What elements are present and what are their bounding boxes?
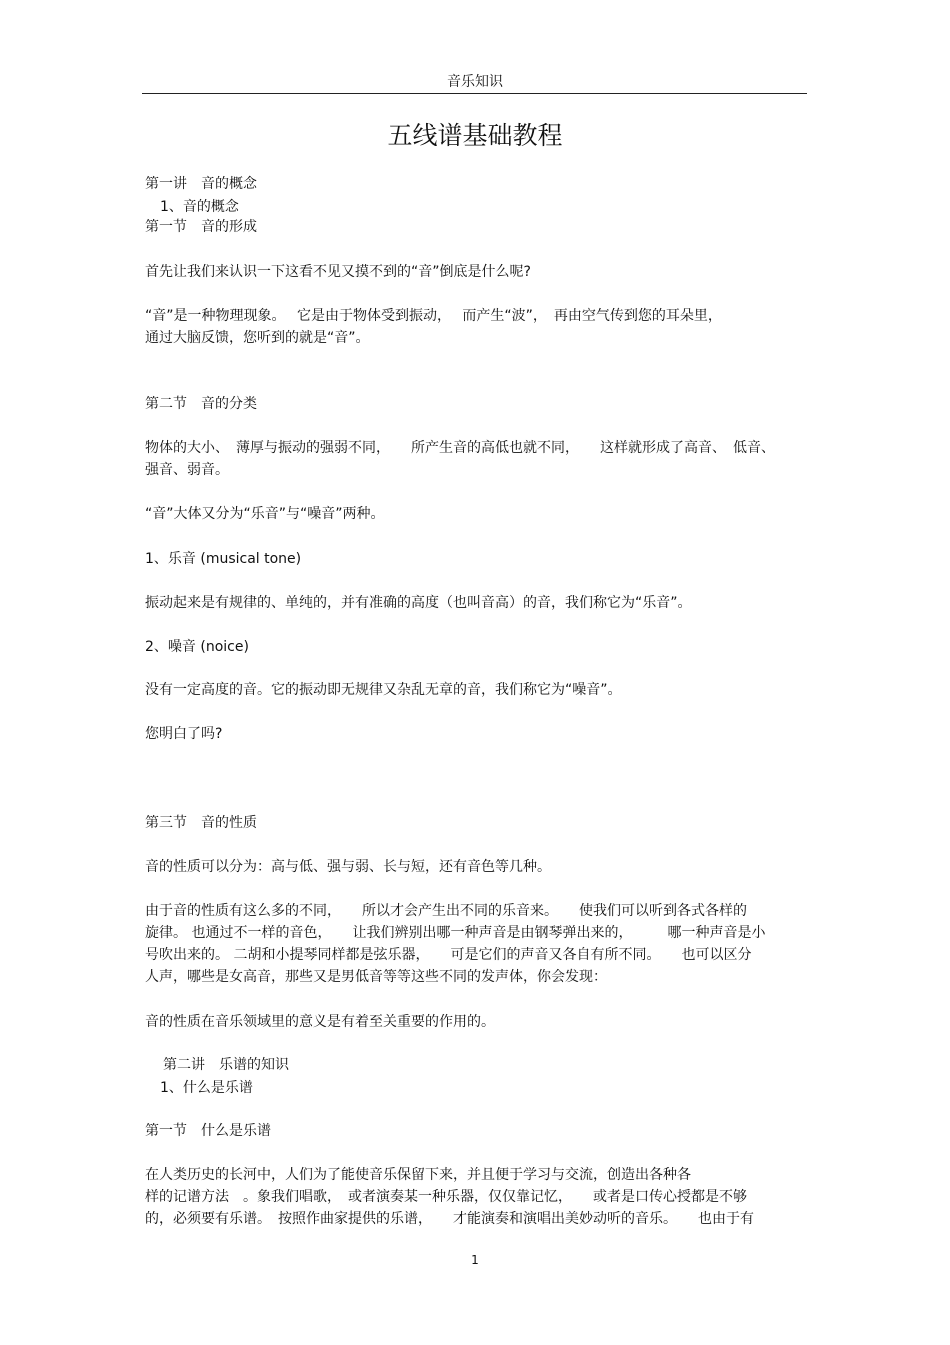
subsection-heading: 1、音的概念	[160, 199, 239, 215]
page-number: 1	[471, 1253, 479, 1267]
header-divider	[142, 93, 807, 94]
paragraph-line: 的，必须要有乐谱。 按照作曲家提供的乐谱， 才能演奏和演唱出美妙动听的音乐。 也由于有	[145, 1211, 754, 1227]
paragraph-line: 振动起来是有规律的、单纯的，并有准确的高度（也叫音高）的音，我们称它为“乐音”。	[145, 595, 692, 611]
lecture-heading: 第一讲 音的概念	[145, 176, 257, 192]
section-heading: 第一节 什么是乐谱	[145, 1123, 271, 1139]
paragraph-line: 旋律。 也通过不一样的音色， 让我们辨别出哪一种声音是由钢琴弹出来的， 哪一种声音是小	[145, 925, 766, 941]
paragraph-line: 音的性质可以分为：高与低、强与弱、长与短，还有音色等几种。	[145, 859, 551, 875]
paragraph-line: 通过大脑反馈，您听到的就是“音”。	[145, 330, 370, 346]
paragraph-line: 号吹出来的。 二胡和小提琴同样都是弦乐器， 可是它们的声音又各自有所不同。 也可以区分	[145, 947, 752, 963]
list-item-heading: 1、乐音 (musical tone)	[145, 551, 302, 567]
paragraph-line: 您明白了吗?	[145, 726, 223, 742]
section-heading: 第三节 音的性质	[145, 815, 257, 831]
paragraph-line: 在人类历史的长河中，人们为了能使音乐保留下来，并且便于学习与交流，创造出各种各	[145, 1167, 691, 1183]
paragraph-line: 强音、弱音。	[145, 462, 229, 478]
paragraph-line: “音”是一种物理现象。 它是由于物体受到振动， 而产生“波”， 再由空气传到您的耳朵里，	[145, 308, 722, 324]
subsection-heading: 1、什么是乐谱	[160, 1080, 253, 1096]
list-item-heading: 2、噪音 (noice)	[145, 639, 249, 655]
section-heading: 第二节 音的分类	[145, 396, 257, 412]
paragraph-line: 首先让我们来认识一下这看不见又摸不到的“音”倒底是什么呢?	[145, 264, 531, 280]
lecture-heading: 第二讲 乐谱的知识	[163, 1057, 289, 1073]
paragraph-line: 物体的大小、 薄厚与振动的强弱不同， 所产生音的高低也就不同， 这样就形成了高音、 低音、	[145, 440, 775, 456]
running-header: 音乐知识	[447, 74, 503, 90]
paragraph-line: 音的性质在音乐领域里的意义是有着至关重要的作用的。	[145, 1014, 495, 1030]
paragraph-line: 人声，哪些是女高音，那些又是男低音等等这些不同的发声体，你会发现：	[145, 969, 607, 985]
paragraph-line: 没有一定高度的音。它的振动即无规律又杂乱无章的音，我们称它为“噪音”。	[145, 682, 622, 698]
paragraph-line: 样的记谱方法 。象我们唱歌， 或者演奏某一种乐器，仅仅靠记忆， 或者是口传心授都是不够	[145, 1189, 747, 1205]
paragraph-line: “音”大体又分为“乐音”与“噪音”两种。	[145, 506, 385, 522]
paragraph-line: 由于音的性质有这么多的不同， 所以才会产生出不同的乐音来。 使我们可以听到各式各样的	[145, 903, 747, 919]
section-heading: 第一节 音的形成	[145, 219, 257, 235]
document-title: 五线谱基础教程	[387, 121, 563, 150]
